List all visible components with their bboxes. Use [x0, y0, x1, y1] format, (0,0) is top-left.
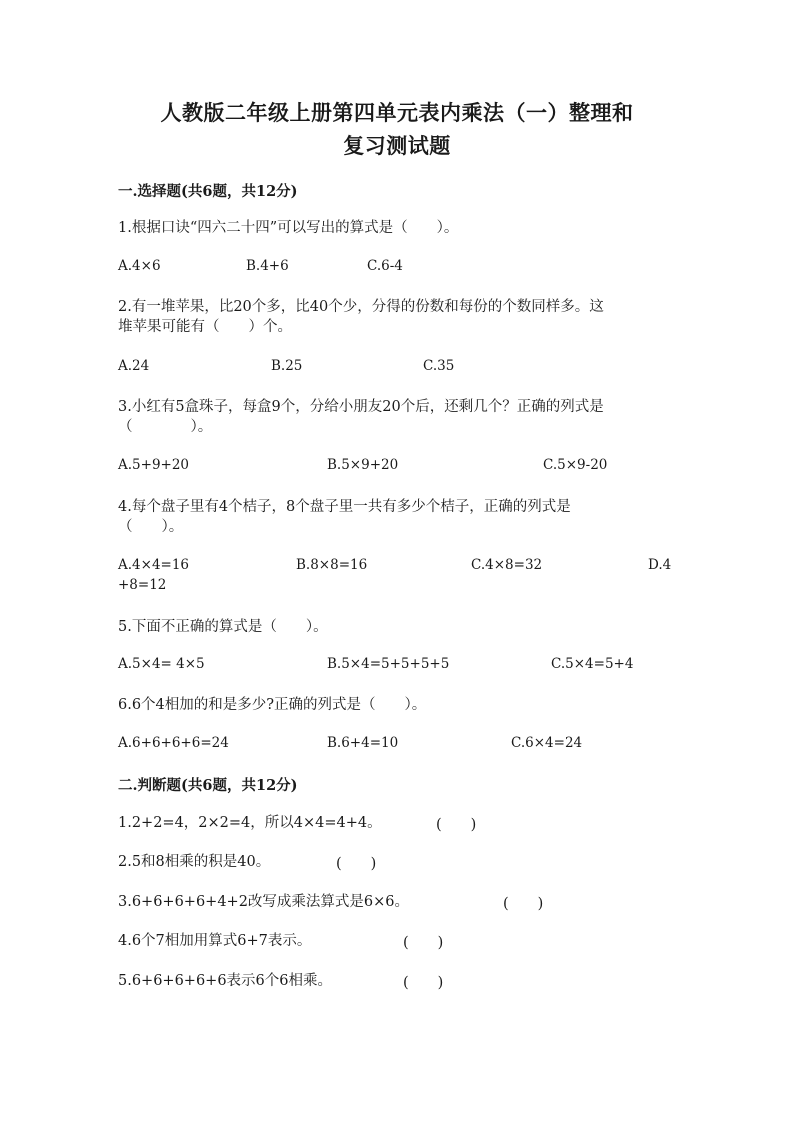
judge-question-1: 1.2+2=4，2×2=4，所以4×4=4+4。 — [118, 815, 382, 831]
judge-question-3: 3.6+6+6+6+4+2改写成乘法算式是6×6。 — [118, 894, 410, 910]
choice-4-option-d-continued: +8=12 — [118, 577, 167, 593]
choice-5-option-b: B.5×4=5+5+5+5 — [327, 656, 450, 672]
judge-5-answer-blank[interactable]: ( ) — [403, 975, 444, 991]
judge-3-answer-blank[interactable]: ( ) — [503, 896, 544, 912]
choice-5-option-a: A.5×4= 4×5 — [118, 656, 205, 672]
choice-1-option-b: B.4+6 — [246, 258, 289, 274]
choice-question-1: 1.根据口诀“四六二十四”可以写出的算式是（ ）。 — [118, 220, 459, 236]
page-title-line1: 人教版二年级上册第四单元表内乘法（一）整理和 — [160, 100, 634, 125]
judge-1-answer-blank[interactable]: ( ) — [436, 817, 477, 833]
choice-6-option-a: A.6+6+6+6=24 — [118, 735, 229, 751]
choice-question-2-line2: 堆苹果可能有（ ）个。 — [118, 319, 292, 335]
choice-question-3-line2: （ ）。 — [118, 419, 213, 435]
choice-3-option-a: A.5+9+20 — [118, 457, 190, 473]
choice-2-option-c: C.35 — [423, 358, 455, 374]
judge-2-answer-blank[interactable]: ( ) — [336, 856, 377, 872]
choice-4-option-a: A.4×4=16 — [118, 557, 190, 573]
choice-3-option-b: B.5×9+20 — [327, 457, 399, 473]
judge-question-5: 5.6+6+6+6+6表示6个6相乘。 — [118, 973, 333, 989]
judge-question-2: 2.5和8相乘的积是40。 — [118, 854, 271, 870]
section-heading-choice: 一.选择题(共6题，共12分) — [118, 183, 298, 200]
choice-question-4-line1: 4.每个盘子里有4个桔子，8个盘子里一共有多少个桔子，正确的列式是 — [118, 499, 571, 515]
choice-1-option-a: A.4×6 — [118, 258, 161, 274]
choice-4-option-d: D.4 — [648, 557, 672, 573]
choice-2-option-a: A.24 — [118, 358, 150, 374]
choice-4-option-c: C.4×8=32 — [471, 557, 543, 573]
choice-2-option-b: B.25 — [271, 358, 303, 374]
judge-question-4: 4.6个7相加用算式6+7表示。 — [118, 933, 312, 949]
choice-6-option-b: B.6+4=10 — [327, 735, 399, 751]
choice-1-option-c: C.6-4 — [367, 258, 403, 274]
judge-4-answer-blank[interactable]: ( ) — [403, 935, 444, 951]
choice-question-3-line1: 3.小红有5盒珠子，每盒9个，分给小朋友20个后，还剩几个？正确的列式是 — [118, 399, 604, 415]
choice-question-5: 5.下面不正确的算式是（ ）。 — [118, 619, 328, 635]
choice-question-6: 6.6个4相加的和是多少?正确的列式是（ ）。 — [118, 697, 427, 713]
page-title-line2: 复习测试题 — [343, 133, 451, 158]
choice-3-option-c: C.5×9-20 — [543, 457, 608, 473]
choice-question-4-line2: （ ）。 — [118, 519, 184, 535]
section-heading-judge: 二.判断题(共6题，共12分) — [118, 777, 298, 794]
choice-4-option-b: B.8×8=16 — [296, 557, 368, 573]
choice-question-2-line1: 2.有一堆苹果，比20个多，比40个少，分得的份数和每份的个数同样多。这 — [118, 299, 604, 315]
choice-6-option-c: C.6×4=24 — [511, 735, 583, 751]
choice-5-option-c: C.5×4=5+4 — [551, 656, 634, 672]
